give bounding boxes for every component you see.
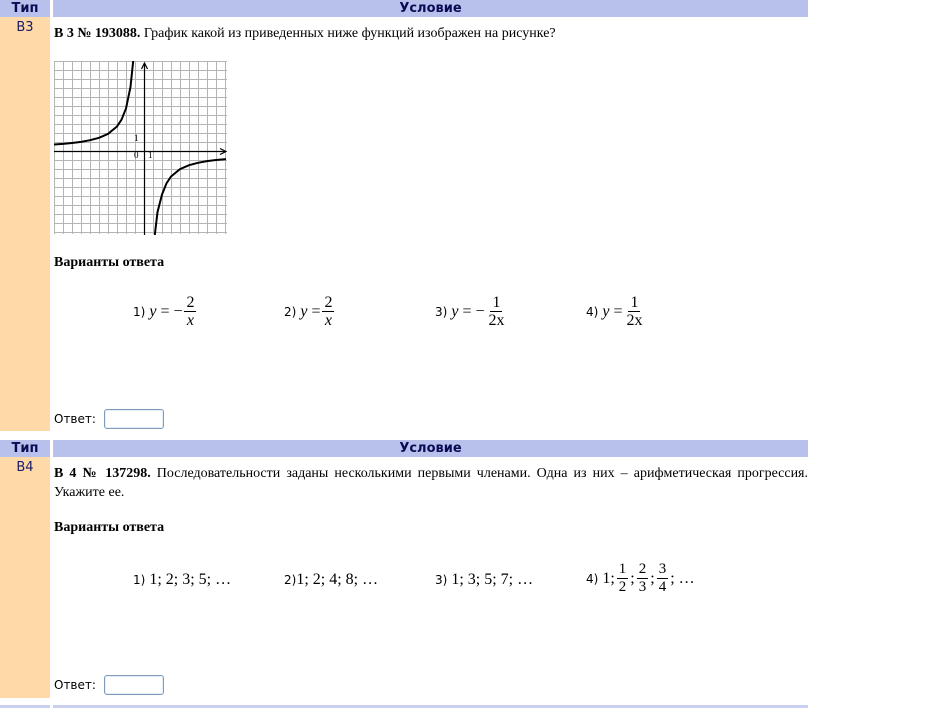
question-number: B 4 № 137298.	[54, 466, 151, 481]
condition-column-header: Условие	[53, 440, 808, 457]
question-body: График какой из приведенных ниже функций изображен на рисунке?	[143, 26, 556, 41]
answer-option-4[interactable]: 4) 1; $\frac{1}{2}$ ; $\frac{2}{3}$ ; $\frac{3}{4}$ ; …	[586, 561, 695, 595]
graph-label-x-one: 1	[148, 150, 153, 160]
answer-option-1[interactable]	[133, 294, 198, 329]
option-expression: 1; 3; 5; 7; …	[451, 571, 534, 588]
answer-option-3[interactable]	[435, 294, 508, 329]
option-number: 4)	[586, 571, 599, 586]
graph-label-y-one: 1	[134, 133, 139, 143]
option-first-term: 1;	[602, 569, 615, 587]
option-lhs: y	[602, 302, 610, 320]
type-cell	[0, 457, 50, 698]
answer-label: Ответ:	[54, 678, 96, 692]
question-number: B 3 № 193088.	[54, 26, 141, 41]
question-text	[54, 24, 808, 43]
option-eq: =	[307, 302, 321, 320]
option-lhs: y	[451, 302, 459, 320]
condition-column-header: Условие	[53, 0, 808, 17]
fraction-numerator: 1	[630, 294, 639, 311]
option-expression: 1; 2; 3; 5; …	[149, 571, 232, 588]
row-separator	[53, 705, 808, 708]
answer-option-1[interactable]	[133, 571, 231, 589]
type-column-header: Тип	[0, 440, 50, 457]
answer-option-2[interactable]	[284, 294, 336, 329]
answer-option-4[interactable]	[586, 294, 646, 329]
option-expression: 1; 2; 4; 8; …	[296, 571, 379, 588]
option-lhs: y	[300, 302, 308, 320]
option-number: 3)	[435, 304, 448, 319]
option-tail: ; …	[670, 569, 695, 587]
fraction-numerator: 3	[658, 561, 667, 577]
answer-option-2[interactable]	[284, 571, 378, 589]
option-number: 4)	[586, 304, 599, 319]
answer-input[interactable]	[104, 675, 164, 695]
answer-row	[54, 675, 164, 695]
type-cell	[0, 17, 50, 431]
option-lhs: y	[149, 302, 157, 320]
question-text	[54, 464, 808, 502]
fraction-numerator: 2	[638, 561, 647, 577]
option-eq: =	[609, 302, 623, 320]
answer-row	[54, 409, 164, 429]
fraction-numerator: 1	[492, 294, 501, 311]
fraction-denominator: 2x	[626, 312, 643, 329]
fraction-denominator: 2x	[488, 312, 505, 329]
fraction-numerator: 2	[324, 294, 333, 311]
fraction-numerator: 1	[618, 561, 627, 577]
graph-label-origin: 0	[134, 150, 139, 160]
option-number: 2)	[284, 304, 297, 319]
variants-heading: Варианты ответа	[54, 520, 165, 535]
variants-heading: Варианты ответа	[54, 255, 165, 270]
fraction-denominator: x	[324, 312, 333, 329]
question-body: Последовательности заданы несколькими первыми членами. Одна из них – арифметическая прогрессия. Укажите ее.	[54, 466, 808, 500]
option-number: 2)	[284, 573, 297, 587]
option-number: 3)	[435, 573, 448, 587]
answer-option-3[interactable]	[435, 571, 533, 589]
option-eq: = −	[156, 302, 183, 320]
option-eq: = −	[458, 302, 485, 320]
row-separator	[0, 705, 50, 708]
answer-label: Ответ:	[54, 412, 96, 426]
task-type-label: B3	[16, 20, 34, 35]
fraction-denominator: x	[186, 312, 195, 329]
answer-input[interactable]	[104, 409, 164, 429]
option-number: 1)	[133, 304, 146, 319]
fraction-denominator: 2	[618, 579, 627, 595]
option-number: 1)	[133, 573, 146, 587]
fraction-denominator: 4	[658, 579, 667, 595]
type-column-header: Тип	[0, 0, 50, 17]
fraction-denominator: 3	[638, 579, 647, 595]
task-type-label: B4	[16, 460, 34, 475]
function-graph	[54, 61, 228, 235]
fraction-numerator: 2	[186, 294, 195, 311]
